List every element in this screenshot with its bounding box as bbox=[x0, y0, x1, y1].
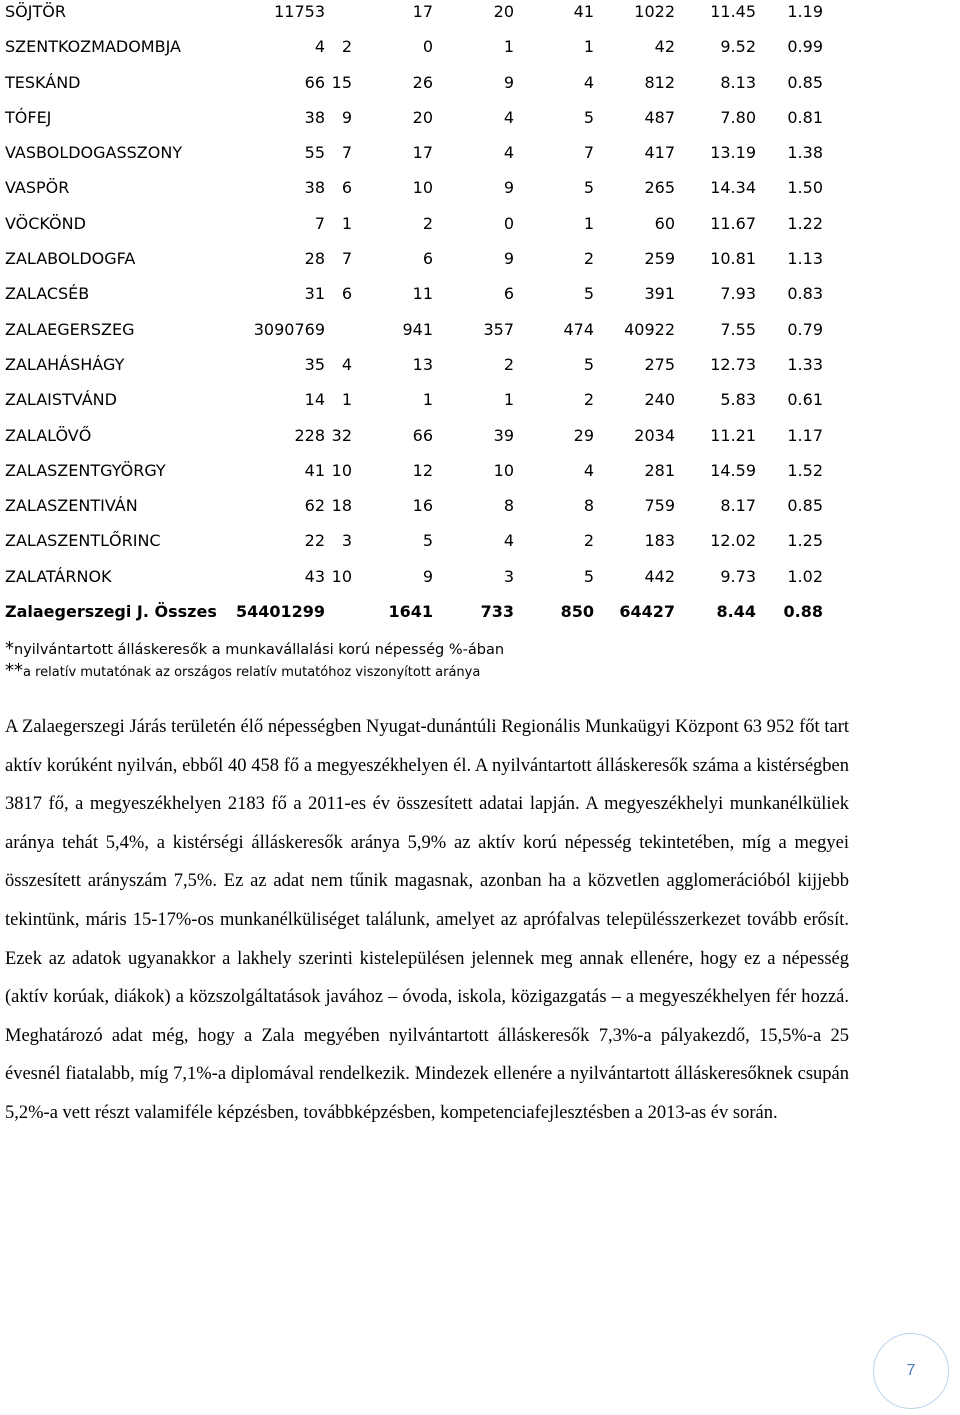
cell-c3: 9 bbox=[422, 566, 433, 586]
cell-c8: 1.25 bbox=[787, 531, 823, 551]
cell-c3: 12 bbox=[412, 460, 433, 480]
cell-c4: 9 bbox=[503, 72, 514, 92]
cell-c4: 10 bbox=[493, 460, 514, 480]
footnote-2 bbox=[5, 660, 504, 682]
footnotes bbox=[5, 638, 504, 682]
cell-c2: 7 bbox=[341, 249, 352, 269]
footnote-2-text: a relatív mutatónak az országos relatív mutatóhoz viszonyított aránya bbox=[23, 665, 481, 680]
cell-c1: 228 bbox=[294, 425, 325, 445]
cell-c1: 41 bbox=[304, 460, 325, 480]
cell-c5: 7 bbox=[583, 143, 594, 163]
cell-c8: 1.02 bbox=[787, 566, 823, 586]
settlement-name: ZALABOLDOGFA bbox=[5, 249, 136, 269]
cell-c6: 265 bbox=[644, 178, 675, 198]
cell-c8: 0.81 bbox=[787, 107, 823, 127]
settlement-name: SZENTKOZMADOMBJA bbox=[5, 37, 181, 57]
cell-c4: 0 bbox=[503, 213, 514, 233]
cell-c7: 12.02 bbox=[710, 531, 756, 551]
cell-c7: 8.44 bbox=[716, 602, 756, 622]
settlement-name: ZALATÁRNOK bbox=[5, 566, 112, 586]
cell-c7: 7.93 bbox=[720, 284, 756, 304]
cell-c1: 28 bbox=[304, 249, 325, 269]
cell-c6: 240 bbox=[644, 390, 675, 410]
table-row bbox=[0, 459, 960, 494]
cell-c3: 1 bbox=[422, 390, 433, 410]
cell-c7: 11.67 bbox=[710, 213, 756, 233]
cell-c5: 41 bbox=[573, 2, 594, 21]
cell-c4: 2 bbox=[503, 354, 514, 374]
cell-c1: 14 bbox=[304, 390, 325, 410]
cell-c2: 1 bbox=[341, 390, 352, 410]
cell-c3: 13 bbox=[412, 354, 433, 374]
cell-c2: 3 bbox=[341, 531, 352, 551]
total-label: Zalaegerszegi J. Összes bbox=[5, 602, 217, 622]
cell-c3: 6 bbox=[422, 249, 433, 269]
cell-c4: 9 bbox=[503, 249, 514, 269]
cell-c4: 8 bbox=[503, 496, 514, 516]
table-row bbox=[0, 176, 960, 211]
footnote-1 bbox=[5, 638, 504, 660]
settlement-name: ZALAISTVÁND bbox=[5, 390, 117, 410]
table-row bbox=[0, 529, 960, 564]
cell-c1: 11753 bbox=[274, 2, 325, 21]
cell-c1: 3090769 bbox=[253, 319, 325, 339]
cell-c4: 6 bbox=[503, 284, 514, 304]
cell-c5: 4 bbox=[583, 72, 594, 92]
cell-c1: 7 bbox=[314, 213, 325, 233]
footnote-1-text: nyilvántartott álláskeresők a munkavállalási korú népesség %-ában bbox=[14, 642, 505, 658]
cell-c8: 1.33 bbox=[787, 354, 823, 374]
cell-c8: 0.88 bbox=[783, 602, 823, 622]
settlement-name: TESKÁND bbox=[5, 72, 81, 92]
cell-c8: 1.38 bbox=[787, 143, 823, 163]
cell-c2: 1 bbox=[341, 213, 352, 233]
cell-c5: 5 bbox=[583, 566, 594, 586]
cell-c6: 183 bbox=[644, 531, 675, 551]
cell-c5: 5 bbox=[583, 107, 594, 127]
cell-c7: 13.19 bbox=[710, 143, 756, 163]
cell-c8: 1.13 bbox=[787, 249, 823, 269]
cell-c6: 487 bbox=[644, 107, 675, 127]
cell-c7: 11.45 bbox=[710, 2, 756, 21]
cell-c2: 4 bbox=[341, 354, 352, 374]
cell-c3: 17 bbox=[412, 2, 433, 21]
cell-c3: 11 bbox=[412, 284, 433, 304]
table-row bbox=[0, 282, 960, 317]
cell-c8: 0.99 bbox=[787, 37, 823, 57]
table-row bbox=[0, 494, 960, 529]
cell-c1: 62 bbox=[304, 496, 325, 516]
cell-c7: 7.55 bbox=[720, 319, 756, 339]
footnote-2-mark: ** bbox=[5, 660, 23, 681]
cell-c8: 0.85 bbox=[787, 72, 823, 92]
settlement-name: TÓFEJ bbox=[5, 107, 52, 127]
cell-c7: 9.73 bbox=[720, 566, 756, 586]
cell-c7: 10.81 bbox=[710, 249, 756, 269]
table-row bbox=[0, 35, 960, 70]
cell-c7: 7.80 bbox=[720, 107, 756, 127]
cell-c6: 40922 bbox=[624, 319, 675, 339]
cell-c5: 2 bbox=[583, 390, 594, 410]
body-paragraph: A Zalaegerszegi Járás területén élő népességben Nyugat-dunántúli Regionális Munkaügyi Központ 63 952 főt tart aktív korúként nyilván, ebből 40 458 fő a megyeszékhelyen él. A nyilvántartott álláskeresők száma a kistérségben 3817 fő, a megyeszékhelyen 2183 fő a 2011-es év összesített adatai lapján. A megyeszékhelyi munkanélküliek aránya tehát 5,4%, a kistérségi álláskeresők aránya 5,9% az aktív korú népesség tekintetében, míg a megyei összesített arányszám 7,5%. Ez az adat nem tűnik magasnak, azonban ha a közvetlen agglomerációból kijjebb tekintünk, máris 15-17%-os munkanélküliséget találunk, amelyet az aprófalvas településszerkezet tovább erősít. Ezek az adatok ugyanakkor a lakhely szerinti kistelepülésen jelennek meg annak ellenére, hogy ez a népesség (aktív korúak, diákok) a közszolgáltatások javához – óvoda, iskola, közigazgatás – a megyeszékhelyen fér hozzá. Meghatározó adat még, hogy a Zala megyében nyilvántartott álláskeresők 7,3%-a pályakezdő, 15,5%-a 25 évesnél fiatalabb, míg 7,1%-a diplomával rendelkezik. Mindezek ellenére a nyilvántartott álláskeresőknek csupán 5,2%-a vett részt valamiféle képzésben, továbbképzésben, kompetenciafejlesztésben a 2013-as év során. bbox=[5, 717, 849, 1123]
cell-c4: 1 bbox=[503, 37, 514, 57]
cell-c8: 1.22 bbox=[787, 213, 823, 233]
cell-c4: 20 bbox=[493, 2, 514, 21]
cell-c8: 0.83 bbox=[787, 284, 823, 304]
table-row bbox=[0, 565, 960, 600]
cell-c5: 4 bbox=[583, 460, 594, 480]
cell-c2: 9 bbox=[341, 107, 352, 127]
table-row bbox=[0, 141, 960, 176]
table-row bbox=[0, 388, 960, 423]
cell-c1: 31 bbox=[304, 284, 325, 304]
cell-c4: 4 bbox=[503, 531, 514, 551]
cell-c7: 9.52 bbox=[720, 37, 756, 57]
cell-c3: 16 bbox=[412, 496, 433, 516]
settlement-table bbox=[0, 0, 960, 635]
table-row bbox=[0, 247, 960, 282]
settlement-name: ZALAHÁSHÁGY bbox=[5, 354, 125, 374]
settlement-name: VASPÖR bbox=[5, 178, 70, 198]
cell-c8: 0.79 bbox=[787, 319, 823, 339]
cell-c8: 1.17 bbox=[787, 425, 823, 445]
cell-c1: 55 bbox=[304, 143, 325, 163]
cell-c6: 259 bbox=[644, 249, 675, 269]
cell-c1: 43 bbox=[304, 566, 325, 586]
settlement-name: ZALASZENTIVÁN bbox=[5, 496, 138, 516]
cell-c5: 850 bbox=[560, 602, 594, 622]
cell-c3: 10 bbox=[412, 178, 433, 198]
table-row bbox=[0, 318, 960, 353]
settlement-name: ZALACSÉB bbox=[5, 284, 90, 304]
cell-c6: 60 bbox=[654, 213, 675, 233]
cell-c5: 29 bbox=[573, 425, 594, 445]
cell-c2: 10 bbox=[331, 566, 352, 586]
cell-c1: 22 bbox=[304, 531, 325, 551]
cell-c5: 5 bbox=[583, 354, 594, 374]
cell-c1: 38 bbox=[304, 178, 325, 198]
settlement-name: ZALASZENTLŐRINC bbox=[5, 531, 161, 551]
cell-c6: 417 bbox=[644, 143, 675, 163]
cell-c3: 1641 bbox=[388, 602, 433, 622]
cell-c1: 66 bbox=[304, 72, 325, 92]
cell-c6: 42 bbox=[654, 37, 675, 57]
settlement-name: VÖCKÖND bbox=[5, 213, 86, 233]
cell-c4: 1 bbox=[503, 390, 514, 410]
cell-c2: 10 bbox=[331, 460, 352, 480]
cell-c7: 5.83 bbox=[720, 390, 756, 410]
cell-c2: 15 bbox=[331, 72, 352, 92]
cell-c8: 1.19 bbox=[787, 2, 823, 21]
cell-c4: 3 bbox=[503, 566, 514, 586]
cell-c3: 941 bbox=[402, 319, 433, 339]
cell-c8: 1.50 bbox=[787, 178, 823, 198]
cell-c6: 759 bbox=[644, 496, 675, 516]
cell-c7: 8.13 bbox=[720, 72, 756, 92]
cell-c7: 14.34 bbox=[710, 178, 756, 198]
cell-c8: 1.52 bbox=[787, 460, 823, 480]
cell-c3: 66 bbox=[412, 425, 433, 445]
settlement-name: ZALAEGERSZEG bbox=[5, 319, 135, 339]
cell-c1: 38 bbox=[304, 107, 325, 127]
cell-c3: 5 bbox=[422, 531, 433, 551]
cell-c3: 26 bbox=[412, 72, 433, 92]
table-row bbox=[0, 212, 960, 247]
cell-c2: 2 bbox=[341, 37, 352, 57]
page-number: 7 bbox=[873, 1333, 949, 1409]
cell-c6: 1022 bbox=[634, 2, 675, 21]
cell-c3: 20 bbox=[412, 107, 433, 127]
cell-c3: 2 bbox=[422, 213, 433, 233]
cell-c7: 12.73 bbox=[710, 354, 756, 374]
cell-c6: 281 bbox=[644, 460, 675, 480]
table-row bbox=[0, 0, 960, 35]
settlement-name: VASBOLDOGASSZONY bbox=[5, 143, 183, 163]
cell-c6: 442 bbox=[644, 566, 675, 586]
cell-c5: 1 bbox=[583, 213, 594, 233]
table-row bbox=[0, 353, 960, 388]
cell-c5: 5 bbox=[583, 284, 594, 304]
cell-c4: 39 bbox=[493, 425, 514, 445]
cell-c5: 1 bbox=[583, 37, 594, 57]
cell-c2: 18 bbox=[331, 496, 352, 516]
cell-c5: 5 bbox=[583, 178, 594, 198]
settlement-name: SÖJTÖR bbox=[5, 2, 66, 21]
cell-c6: 64427 bbox=[619, 602, 675, 622]
cell-c6: 812 bbox=[644, 72, 675, 92]
settlement-name: ZALALÖVŐ bbox=[5, 425, 92, 445]
cell-c1: 54401299 bbox=[235, 602, 325, 622]
table-row bbox=[0, 106, 960, 141]
cell-c6: 391 bbox=[644, 284, 675, 304]
cell-c8: 0.85 bbox=[787, 496, 823, 516]
cell-c4: 357 bbox=[483, 319, 514, 339]
cell-c6: 2034 bbox=[634, 425, 675, 445]
footnote-1-mark: * bbox=[5, 638, 14, 659]
cell-c4: 733 bbox=[480, 602, 514, 622]
cell-c1: 35 bbox=[304, 354, 325, 374]
cell-c5: 474 bbox=[563, 319, 594, 339]
cell-c7: 8.17 bbox=[720, 496, 756, 516]
cell-c2: 6 bbox=[341, 178, 352, 198]
cell-c2: 6 bbox=[341, 284, 352, 304]
cell-c2: 32 bbox=[331, 425, 352, 445]
cell-c7: 14.59 bbox=[710, 460, 756, 480]
cell-c4: 4 bbox=[503, 107, 514, 127]
cell-c8: 0.61 bbox=[787, 390, 823, 410]
cell-c5: 8 bbox=[583, 496, 594, 516]
table-row bbox=[0, 424, 960, 459]
cell-c1: 4 bbox=[314, 37, 325, 57]
cell-c3: 17 bbox=[412, 143, 433, 163]
table-row bbox=[0, 71, 960, 106]
cell-c3: 0 bbox=[422, 37, 433, 57]
cell-c4: 9 bbox=[503, 178, 514, 198]
cell-c5: 2 bbox=[583, 531, 594, 551]
settlement-name: ZALASZENTGYÖRGY bbox=[5, 460, 166, 480]
cell-c6: 275 bbox=[644, 354, 675, 374]
cell-c4: 4 bbox=[503, 143, 514, 163]
cell-c2: 7 bbox=[341, 143, 352, 163]
cell-c5: 2 bbox=[583, 249, 594, 269]
table-total-row bbox=[0, 600, 960, 635]
cell-c7: 11.21 bbox=[710, 425, 756, 445]
